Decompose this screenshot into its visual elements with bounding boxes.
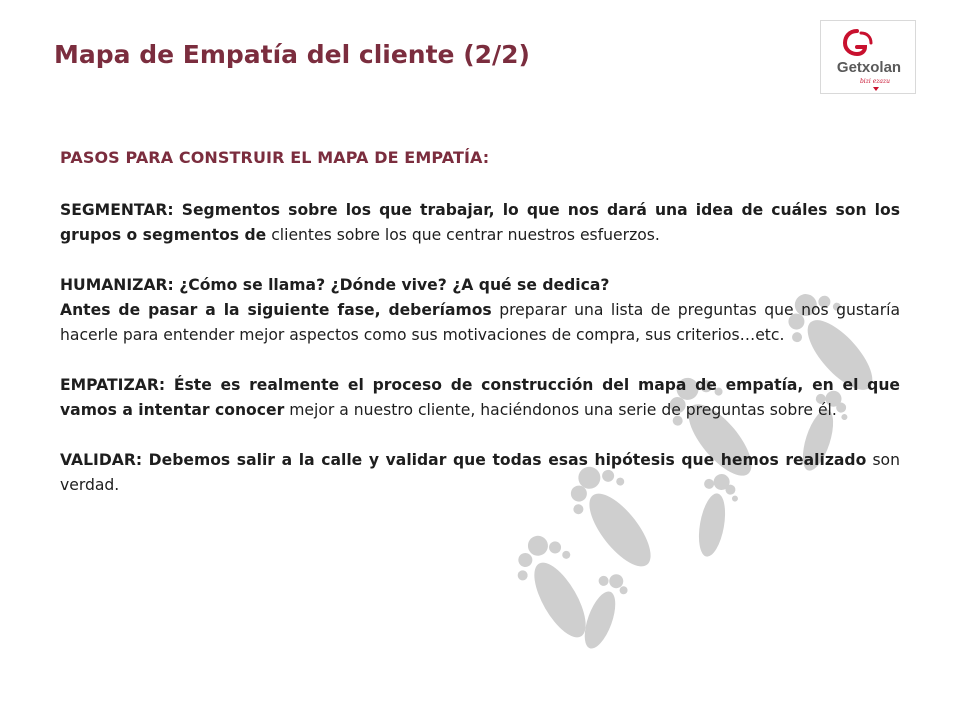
logo-tagline: bizi ezazu [859,78,891,85]
step-validar [60,448,900,498]
logo-wordmark: Getxolan [836,59,902,76]
step-humanizar-bold: HUMANIZAR: ¿Cómo se llama? ¿Dónde vive? ¿A qué se dedica? [60,276,610,294]
step-empatizar-bold: EMPATIZAR: Éste es realmente el proceso de construcción del mapa de empatía, en el que vamos a intentar conocer [60,376,900,419]
steps-content [60,145,900,498]
getxolan-logo [820,20,916,94]
step-humanizar [60,273,900,298]
step-humanizar-detail-text: preparar una lista de preguntas que nos gustaría hacerle para entender mejor aspectos como sus motivaciones de compra, sus criterios…etc. [60,301,901,344]
step-segmentar [60,198,900,248]
footprint [576,569,632,654]
step-humanizar-detail-bold: Antes de pasar a la siguiente fase, deberíamos [60,301,492,319]
step-validar-bold: VALIDAR: Debemos salir a la calle y validar que todas esas hipótesis que hemos realizado [60,451,867,469]
slide-title: Mapa de Empatía del cliente (2/2) [54,40,530,69]
step-segmentar-bold: SEGMENTAR: Segmentos sobre los que trabajar, lo que nos dará una idea de cuáles son los grupos o segmentos de [60,201,900,244]
step-empatizar-text: mejor a nuestro cliente, haciéndonos una serie de preguntas sobre él. [284,401,837,419]
step-humanizar-detail [60,298,900,348]
steps-heading: PASOS PARA CONSTRUIR EL MAPA DE EMPATÍA: [60,148,490,167]
step-empatizar [60,373,900,423]
step-segmentar-text: clientes sobre los que centrar nuestros esfuerzos. [266,226,660,244]
step-validar-text: son verdad. [60,451,900,494]
